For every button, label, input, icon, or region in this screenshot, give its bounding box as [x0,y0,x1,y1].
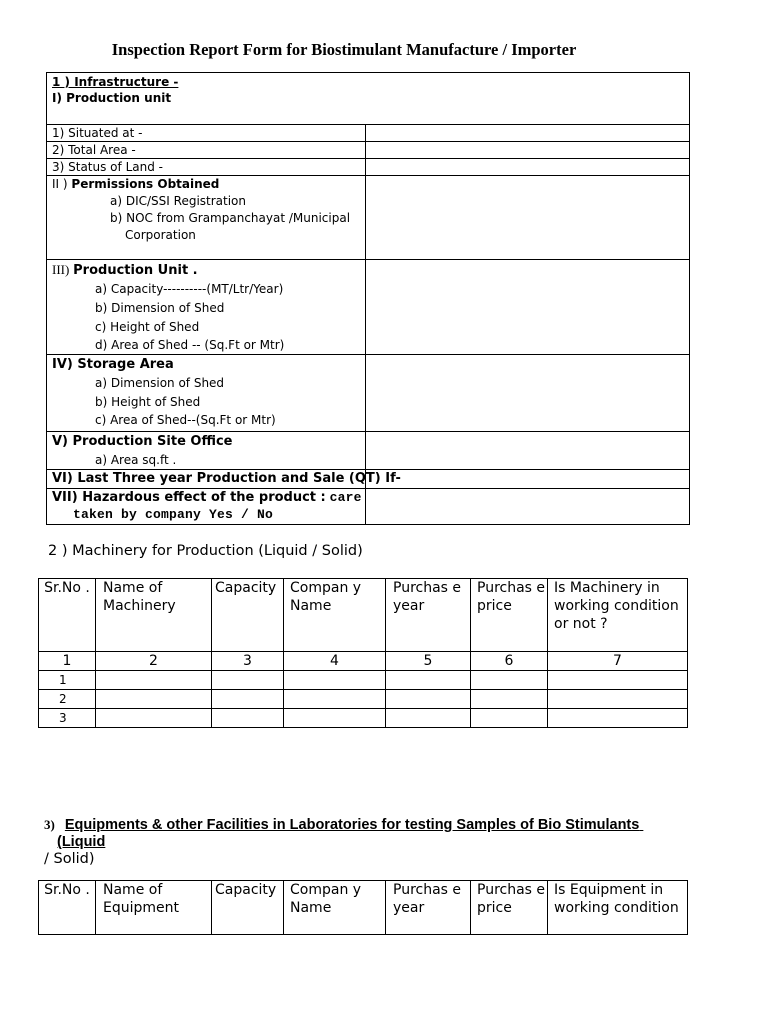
permissions-num: II ) [52,177,68,191]
storage-dimension: a) Dimension of Shed [95,376,225,390]
cell[interactable] [96,690,212,709]
eq-header-purchase-price: Purchas e price [471,881,548,935]
col-number: 1 [39,652,96,671]
machinery-table [38,578,688,728]
height-line: c) Height of Shed [95,320,200,334]
table-row [39,690,688,709]
hazard-yes-no: taken by company Yes / No [73,507,274,522]
area-line: d) Area of Shed -- (Sq.Ft or Mtr) [95,338,285,352]
cell[interactable] [471,690,548,709]
production-unit-num: III) [52,262,70,277]
storage-height: b) Height of Shed [95,395,201,409]
col-number: 5 [386,652,471,671]
storage-area-label: IV) Storage Area [52,357,174,372]
cell[interactable] [212,690,284,709]
equipment-heading-cont: (Liquid [57,834,106,850]
cell[interactable] [548,709,688,728]
noc-line-cont: Corporation [125,228,196,242]
permissions-label: Permissions Obtained [71,177,220,191]
eq-header-capacity: Capacity [212,881,284,935]
storage-area-cell [47,355,366,432]
row-number: 3 [39,709,96,728]
table-row [39,709,688,728]
equipment-heading-num: 3) [44,817,55,832]
last-three-year-value[interactable] [366,470,690,489]
dic-registration: a) DIC/SSI Registration [110,194,247,208]
cell[interactable] [386,690,471,709]
col-number: 3 [212,652,284,671]
header-purchase-price: Purchas e price [471,579,548,652]
header-working-condition: Is Machinery in working condition or not ? [548,579,688,652]
last-three-year-label: VI) Last Three year Production and Sale (QT) If- [47,470,366,489]
cell[interactable] [212,671,284,690]
eq-header-working-condition: Is Equipment in working condition [548,881,688,935]
site-office-value[interactable] [366,432,690,470]
permissions-cell [47,176,366,260]
site-office-area: a) Area sq.ft . [95,453,177,467]
cell[interactable] [386,709,471,728]
col-number: 6 [471,652,548,671]
cell[interactable] [96,671,212,690]
storage-area-value[interactable] [366,355,690,432]
equipment-heading-text: Equipments & other Facilities in Laboratories for testing Samples of Bio Stimulants [64,817,640,833]
storage-area: c) Area of Shed--(Sq.Ft or Mtr) [95,413,276,427]
cell[interactable] [471,709,548,728]
header-srno: Sr.No . [39,579,96,652]
cell[interactable] [96,709,212,728]
infrastructure-table [46,72,690,525]
site-office-cell [47,432,366,470]
cell[interactable] [212,709,284,728]
equipment-table [38,880,688,935]
infrastructure-heading: 1 ) Infrastructure - [52,75,179,89]
site-office-label: V) Production Site Office [52,434,233,449]
header-capacity: Capacity [212,579,284,652]
table-row [39,671,688,690]
header-purchase-year: Purchas e year [386,579,471,652]
status-of-land-value[interactable] [366,159,690,176]
production-unit-value[interactable] [366,260,690,355]
eq-header-company-name: Compan y Name [284,881,386,935]
noc-line: b) NOC from Grampanchayat /Municipal [110,211,351,225]
capacity-line: a) Capacity----------(MT/Ltr/Year) [95,282,284,296]
eq-header-name-equipment: Name of Equipment [96,881,212,935]
cell[interactable] [548,690,688,709]
hazard-label: VII) Hazardous effect of the product : [52,490,326,505]
equipment-heading [44,817,643,833]
total-area-value[interactable] [366,142,690,159]
cell[interactable] [386,671,471,690]
col-number: 2 [96,652,212,671]
cell[interactable] [284,671,386,690]
status-of-land-label: 3) Status of Land - [47,159,366,176]
row-number: 1 [39,671,96,690]
equipment-heading-tail: / Solid) [44,851,95,867]
situated-at-value[interactable] [366,125,690,142]
eq-header-srno: Sr.No . [39,881,96,935]
header-company-name: Compan y Name [284,579,386,652]
header-name-machinery: Name of Machinery [96,579,212,652]
situated-at-label: 1) Situated at - [47,125,366,142]
dimension-line: b) Dimension of Shed [95,301,225,315]
infrastructure-header-cell [47,73,690,125]
cell[interactable] [548,671,688,690]
col-number: 7 [548,652,688,671]
hazard-care: care [329,490,362,505]
row-number: 2 [39,690,96,709]
cell[interactable] [471,671,548,690]
total-area-label: 2) Total Area - [47,142,366,159]
machinery-heading: 2 ) Machinery for Production (Liquid / Solid) [48,543,363,559]
production-unit-cell [47,260,366,355]
form-title: Inspection Report Form for Biostimulant Manufacture / Importer [111,40,577,59]
cell[interactable] [284,690,386,709]
permissions-value[interactable] [366,176,690,260]
eq-header-purchase-year: Purchas e year [386,881,471,935]
col-number: 4 [284,652,386,671]
hazard-value[interactable] [366,489,690,525]
production-unit-heading: I) Production unit [52,91,172,105]
hazard-cell [47,489,366,525]
production-unit-label: Production Unit . [73,263,198,278]
cell[interactable] [284,709,386,728]
